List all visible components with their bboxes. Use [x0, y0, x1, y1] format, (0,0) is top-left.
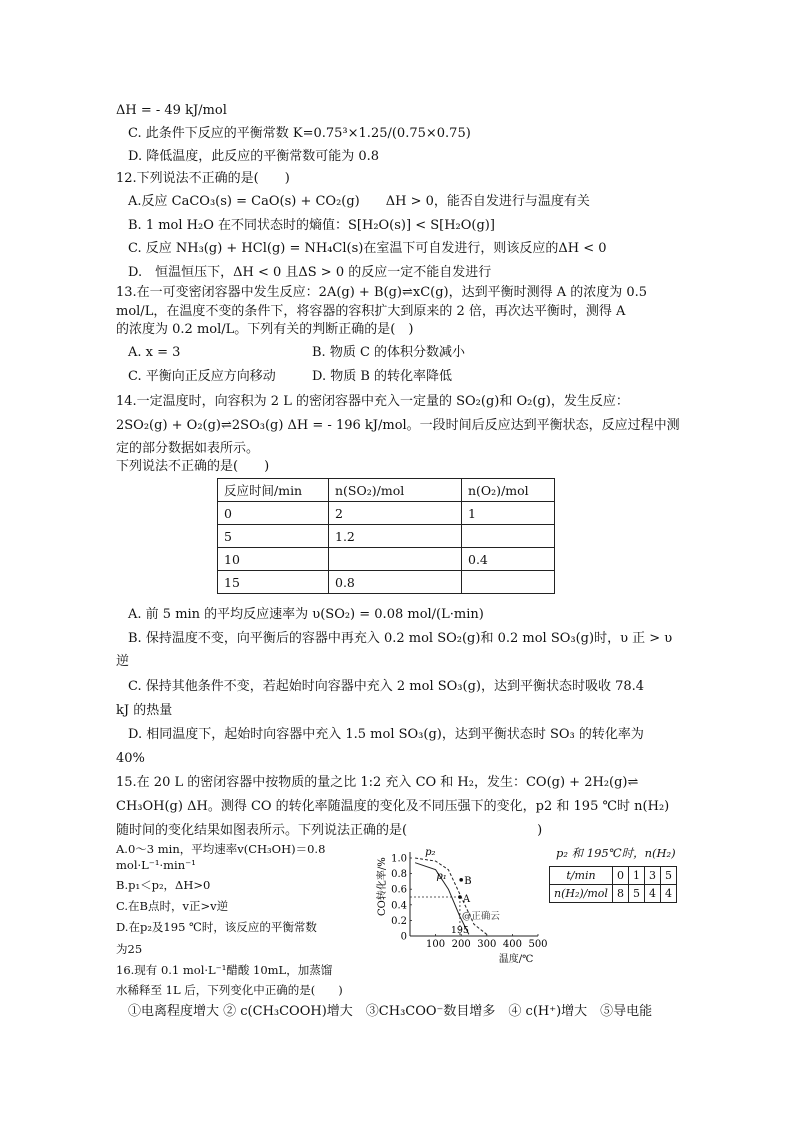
- table-header: 反应时间/min: [218, 479, 329, 502]
- table-cell: 4: [644, 885, 660, 903]
- line-29: mol·L⁻¹·min⁻¹: [116, 858, 196, 872]
- line-20: 逆: [116, 654, 130, 669]
- line-05: A.反应 CaCO₃(s) = CaO(s) + CO₂(g) ΔH > 0，能否自发进行与温度有关: [128, 194, 590, 209]
- line-23: D. 相同温度下，起始时向容器中充入 1.5 mol SO₃(g)，达到平衡状态时 SO₃ 的转化率为: [128, 727, 644, 742]
- table-cell: [329, 548, 462, 571]
- table-cell: 1.2: [329, 525, 462, 548]
- line-24: 40%: [116, 751, 145, 766]
- y-tick-label: 1.0: [391, 853, 407, 865]
- h2-table-caption: p₂ 和 195℃时，n(H₂): [556, 846, 676, 860]
- y-tick-label: 0.8: [391, 869, 407, 881]
- line-32: D.在p₂及195 ℃时，该反应的平衡常数: [116, 920, 317, 934]
- table-cell: [462, 525, 555, 548]
- question-16: 16.现有 0.1 mol·L⁻¹醋酸 10mL，加蒸馏: [116, 963, 333, 977]
- line-35: 水稀释至 1L 后，下列变化中正确的是( ): [116, 983, 343, 997]
- table-row: [218, 571, 555, 594]
- line-17: 下列说法不正确的是( ): [116, 459, 270, 474]
- option-13c: C. 平衡向正反应方向移动: [128, 369, 276, 384]
- co-conversion-chart: [372, 838, 548, 968]
- line-15: 2SO₂(g) + O₂(g)⇌2SO₃(g) ΔH = - 196 kJ/mol。一段时间后反应达到平衡状态，反应过程中测: [116, 418, 680, 433]
- table-row: [218, 502, 555, 525]
- x-tick-label: 400: [502, 939, 522, 950]
- table-cell: 0.8: [329, 571, 462, 594]
- option-13b: B. 物质 C 的体积分数减小: [312, 345, 466, 360]
- table-cell: 0: [612, 867, 628, 885]
- line-33: 为25: [116, 942, 143, 956]
- line-27: 随时间的变化结果如图表所示。下列说法正确的是( ): [116, 823, 543, 838]
- option-13a: A. x = 3: [128, 345, 181, 360]
- y-tick-label: 0.4: [391, 900, 407, 912]
- annotation-195: 195: [450, 925, 469, 936]
- table-row: [218, 525, 555, 548]
- y-tick-label: 0.6: [391, 884, 407, 896]
- line-07: C. 反应 NH₃(g) + HCl(g) = NH₄Cl(s)在室温下可自发进行，则该反应的ΔH < 0: [128, 241, 607, 256]
- point-b: [459, 878, 463, 882]
- table-cell: 5: [218, 525, 329, 548]
- point-label-a: A: [462, 894, 471, 905]
- x-tick-label: 300: [477, 939, 497, 950]
- table-cell: 5: [660, 867, 676, 885]
- point-label-b: B: [464, 875, 472, 887]
- line-28: A.0～3 min，平均速率v(CH₃OH)＝0.8: [116, 842, 326, 856]
- table-header: t/min: [550, 867, 613, 885]
- table-cell: 5: [628, 885, 644, 903]
- so2-data-table: [217, 478, 555, 594]
- table-cell: 1: [462, 502, 555, 525]
- x-tick-label: 500: [528, 939, 548, 950]
- question-12: 12.下列说法不正确的是( ): [116, 171, 290, 186]
- y-tick-label: 0.2: [391, 915, 407, 927]
- x-axis-label: 温度/℃: [498, 954, 534, 965]
- x-tick-label: 200: [451, 939, 471, 950]
- table-cell: 0: [218, 502, 329, 525]
- question-14: 14.一定温度时，向容积为 2 L 的密闭容器中充入一定量的 SO₂(g)和 O₂(g)，发生反应：: [116, 394, 629, 409]
- table-row: [218, 548, 555, 571]
- table-header-row: [218, 479, 555, 502]
- table-cell: 10: [218, 548, 329, 571]
- table-cell: 15: [218, 571, 329, 594]
- line-30: B.p₁＜p₂，ΔH>0: [116, 878, 211, 892]
- series-label-p1: p₁: [436, 871, 447, 883]
- table-header: n(O₂)/mol: [462, 479, 555, 502]
- line-16: 定的部分数据如表所示。: [116, 441, 260, 456]
- line-11: 的浓度为 0.2 mol/L。下列有关的判断正确的是( ): [116, 322, 414, 337]
- table-cell: 1: [628, 867, 644, 885]
- question-13: 13.在一可变密闭容器中发生反应：2A(g) + B(g)⇌xC(g)，达到平衡时测得 A 的浓度为 0.5: [116, 285, 648, 300]
- table-header: n(H₂)/mol: [550, 885, 613, 903]
- line-19: B. 保持温度不变，向平衡后的容器中再充入 0.2 mol SO₂(g)和 0.2 mol SO₃(g)时，υ 正 > υ: [128, 631, 673, 646]
- watermark: @正确云: [461, 911, 500, 922]
- x-tick-label: 100: [426, 939, 446, 950]
- line-18: A. 前 5 min 的平均反应速率为 υ(SO₂) = 0.08 mol/(L·min): [128, 607, 484, 622]
- table-row: [550, 867, 677, 885]
- y-tick-label: 0: [400, 931, 407, 943]
- line-22: kJ 的热量: [116, 703, 173, 718]
- line-01: ΔH = - 49 kJ/mol: [116, 103, 227, 118]
- y-axis-label: CO转化率/%: [377, 857, 388, 916]
- option-13d: D. 物质 B 的转化率降低: [312, 369, 453, 384]
- table-cell: 2: [329, 502, 462, 525]
- question-15: 15.在 20 L 的密闭容器中按物质的量之比 1:2 充入 CO 和 H₂，发生：CO(g) + 2H₂(g)⇌: [116, 775, 639, 790]
- line-03: D. 降低温度，此反应的平衡常数可能为 0.8: [128, 149, 380, 164]
- line-36: ①电离程度增大 ② c(CH₃COOH)增大 ③CH₃COO⁻数目增多 ④ c(H⁺)增大 ⑤导电能: [128, 1004, 653, 1019]
- h2-time-table: [549, 866, 677, 903]
- line-21: C. 保持其他条件不变，若起始时向容器中充入 2 mol SO₃(g)，达到平衡状态时吸收 78.4: [128, 679, 645, 694]
- table-cell: 3: [644, 867, 660, 885]
- line-08: D. 恒温恒压下，ΔH < 0 且ΔS > 0 的反应一定不能自发进行: [128, 265, 492, 280]
- table-cell: 4: [660, 885, 676, 903]
- line-26: CH₃OH(g) ΔH。测得 CO 的转化率随温度的变化及不同压强下的变化，p2 和 195 ℃时 n(H₂): [116, 799, 670, 814]
- table-row: [550, 885, 677, 903]
- table-cell: 8: [612, 885, 628, 903]
- table-cell: 0.4: [462, 548, 555, 571]
- line-06: B. 1 mol H₂O 在不同状态时的熵值：S[H₂O(s)] < S[H₂O(g)]: [128, 218, 495, 233]
- line-02: C. 此条件下反应的平衡常数 K=0.75³×1.25/(0.75×0.75): [128, 126, 471, 141]
- table-cell: [462, 571, 555, 594]
- line-31: C.在B点时，v正>v逆: [116, 899, 229, 913]
- table-header: n(SO₂)/mol: [329, 479, 462, 502]
- line-10: mol/L，在温度不变的条件下，将容器的容积扩大到原来的 2 倍，再次达平衡时，测得 A: [116, 304, 626, 319]
- point-a: [458, 895, 462, 899]
- series-label-p2: p₂: [425, 847, 436, 858]
